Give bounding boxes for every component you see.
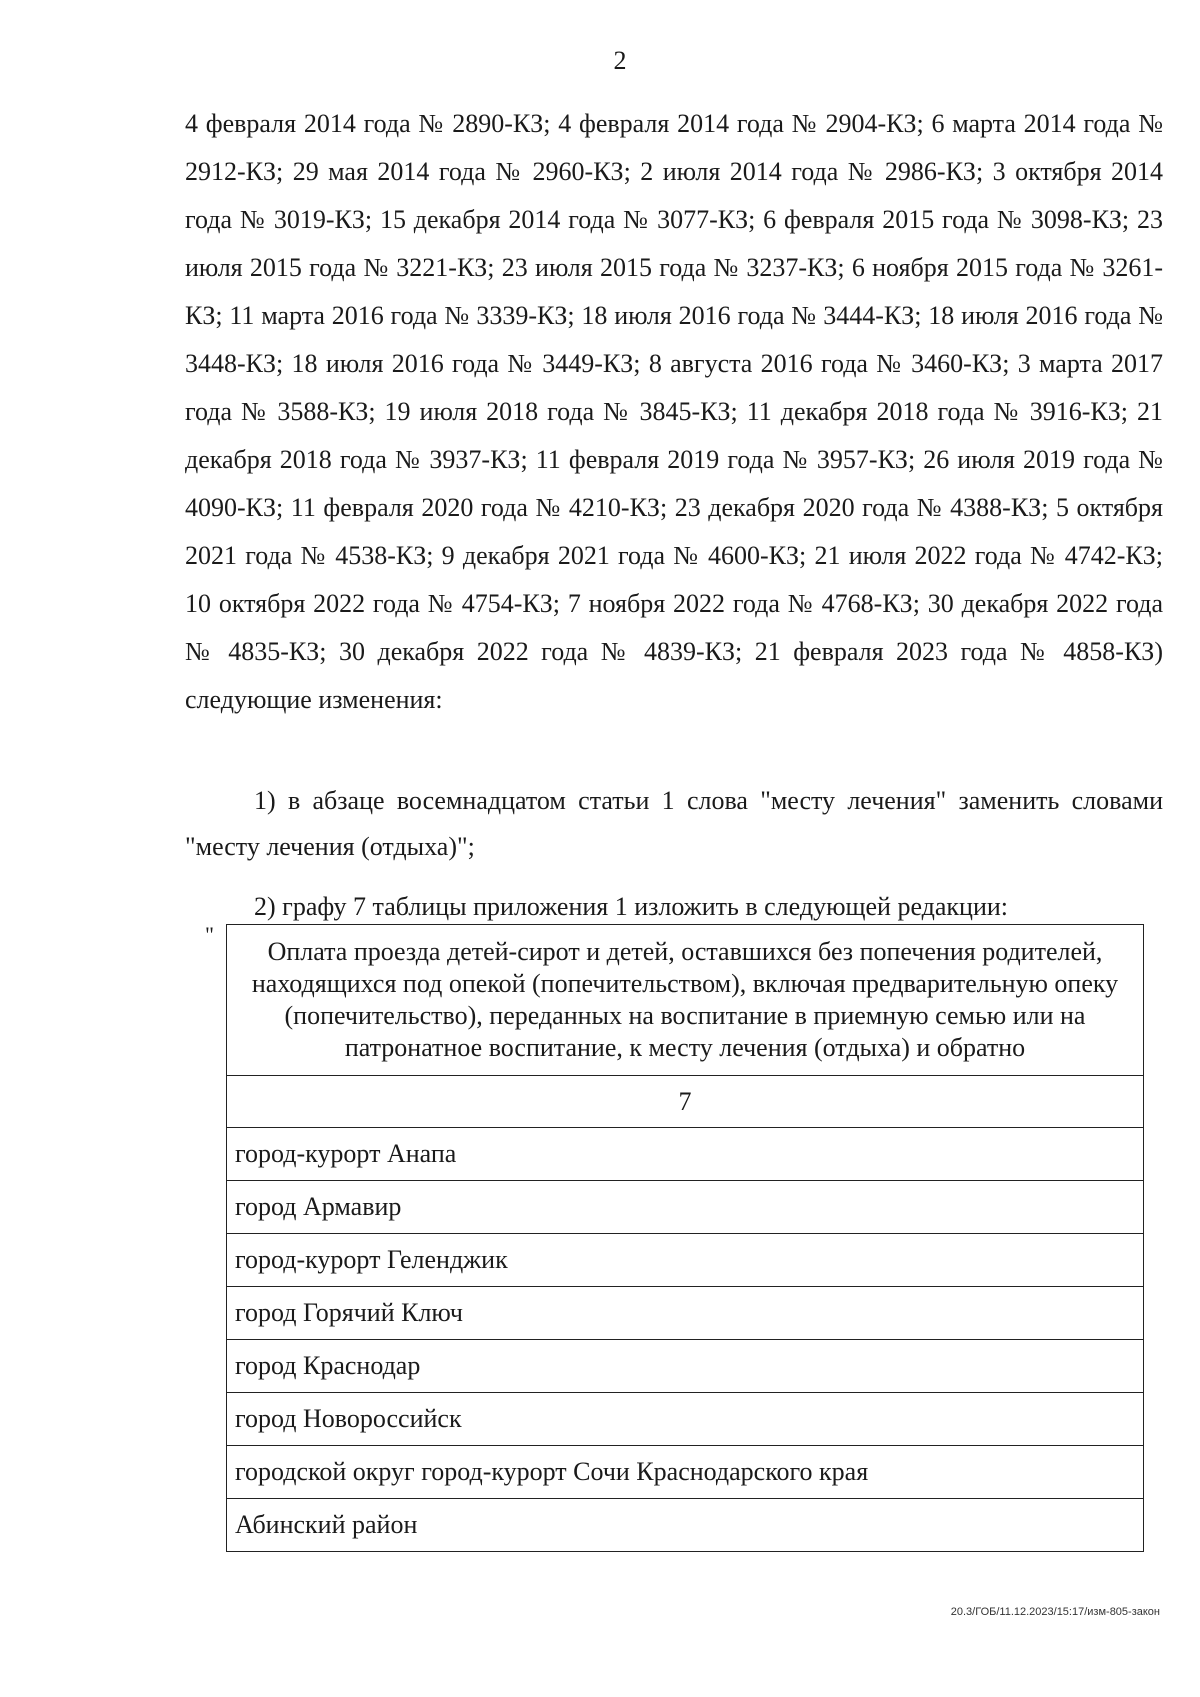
table-row [227,1181,1144,1234]
table-row-cell: город Краснодар [227,1340,1144,1393]
table-row [227,1393,1144,1446]
law-references-text: 4 февраля 2014 года № 2890-КЗ; 4 февраля 2014 года № 2904-КЗ; 6 марта 2014 года № 2912-КЗ; 29 мая 2014 года № 2960-КЗ; 2 июля 2014 года № 2986-КЗ; 3 октября 2014 года № 3019-КЗ; 15 декабря 2014 года № 3077-КЗ; 6 февраля 2015 года № 3098-КЗ; 23 июля 2015 года № 3221-КЗ; 23 июля 2015 года № 3237-КЗ; 6 ноября 2015 года № 3261-КЗ; 11 марта 2016 года № 3339-КЗ; 18 июля 2016 года № 3444-КЗ; 18 июля 2016 года № 3448-КЗ; 18 июля 2016 года № 3449-КЗ; 8 августа 2016 года № 3460-КЗ; 3 марта 2017 года № 3588-КЗ; 19 июля 2018 года № 3845-КЗ; 11 декабря 2018 года № 3916-КЗ; 21 декабря 2018 года № 3937-КЗ; 11 февраля 2019 года № 3957-КЗ; 26 июля 2019 года № 4090-КЗ; 11 февраля 2020 года № 4210-КЗ; 23 декабря 2020 года № 4388-КЗ; 5 октября 2021 года № 4538-КЗ; 9 декабря 2021 года № 4600-КЗ; 21 июля 2022 года № 4742-КЗ; 10 октября 2022 года № 4754-КЗ; 7 ноября 2022 года № 4768-КЗ; 30 декабря 2022 года № 4835-КЗ; 30 декабря 2022 года № 4839-КЗ; 21 февраля 2023 года № 4858-КЗ) следующие изменения: [185,109,1163,714]
table-header-cell: Оплата проезда детей-сирот и детей, оставшихся без попечения родителей, находящихся под опекой (попечительством), включая предварительную опеку (попечительство), переданных на воспитание в приемную семью или на патронатное воспитание, к месту лечения (отдыха) и обратно [227,925,1144,1076]
table-row-cell: город Горячий Ключ [227,1287,1144,1340]
page-number: 2 [613,46,627,75]
table-row-cell: город-курорт Анапа [227,1128,1144,1181]
law-references-paragraph [185,100,1163,724]
table-column-number: 7 [227,1076,1144,1128]
amendment-item-2: 2) графу 7 таблицы приложения 1 изложить в следующей редакции: [254,892,1009,921]
amendment-table [226,924,1144,1552]
table-column-number-row [227,1076,1144,1128]
table-header-row [227,925,1144,1076]
table-row [227,1128,1144,1181]
table-row-cell: городской округ город-курорт Сочи Краснодарского края [227,1446,1144,1499]
table-open-quote: " [205,922,214,947]
table-row-cell: город Новороссийск [227,1393,1144,1446]
table-row [227,1446,1144,1499]
table-row-cell: Абинский район [227,1499,1144,1552]
document-footer-code: 20.3/ГОБ/11.12.2023/15:17/изм-805-закон [950,1606,1160,1618]
table-row [227,1340,1144,1393]
table-row-cell: город-курорт Геленджик [227,1234,1144,1287]
table-row [227,1499,1144,1552]
amendments-list [185,778,1163,930]
table-row [227,1287,1144,1340]
table-row-cell: город Армавир [227,1181,1144,1234]
table-row [227,1234,1144,1287]
amendment-item-1: 1) в абзаце восемнадцатом статьи 1 слова "месту лечения" заменить словами "месту лечения (отдыха)"; [185,786,1163,861]
